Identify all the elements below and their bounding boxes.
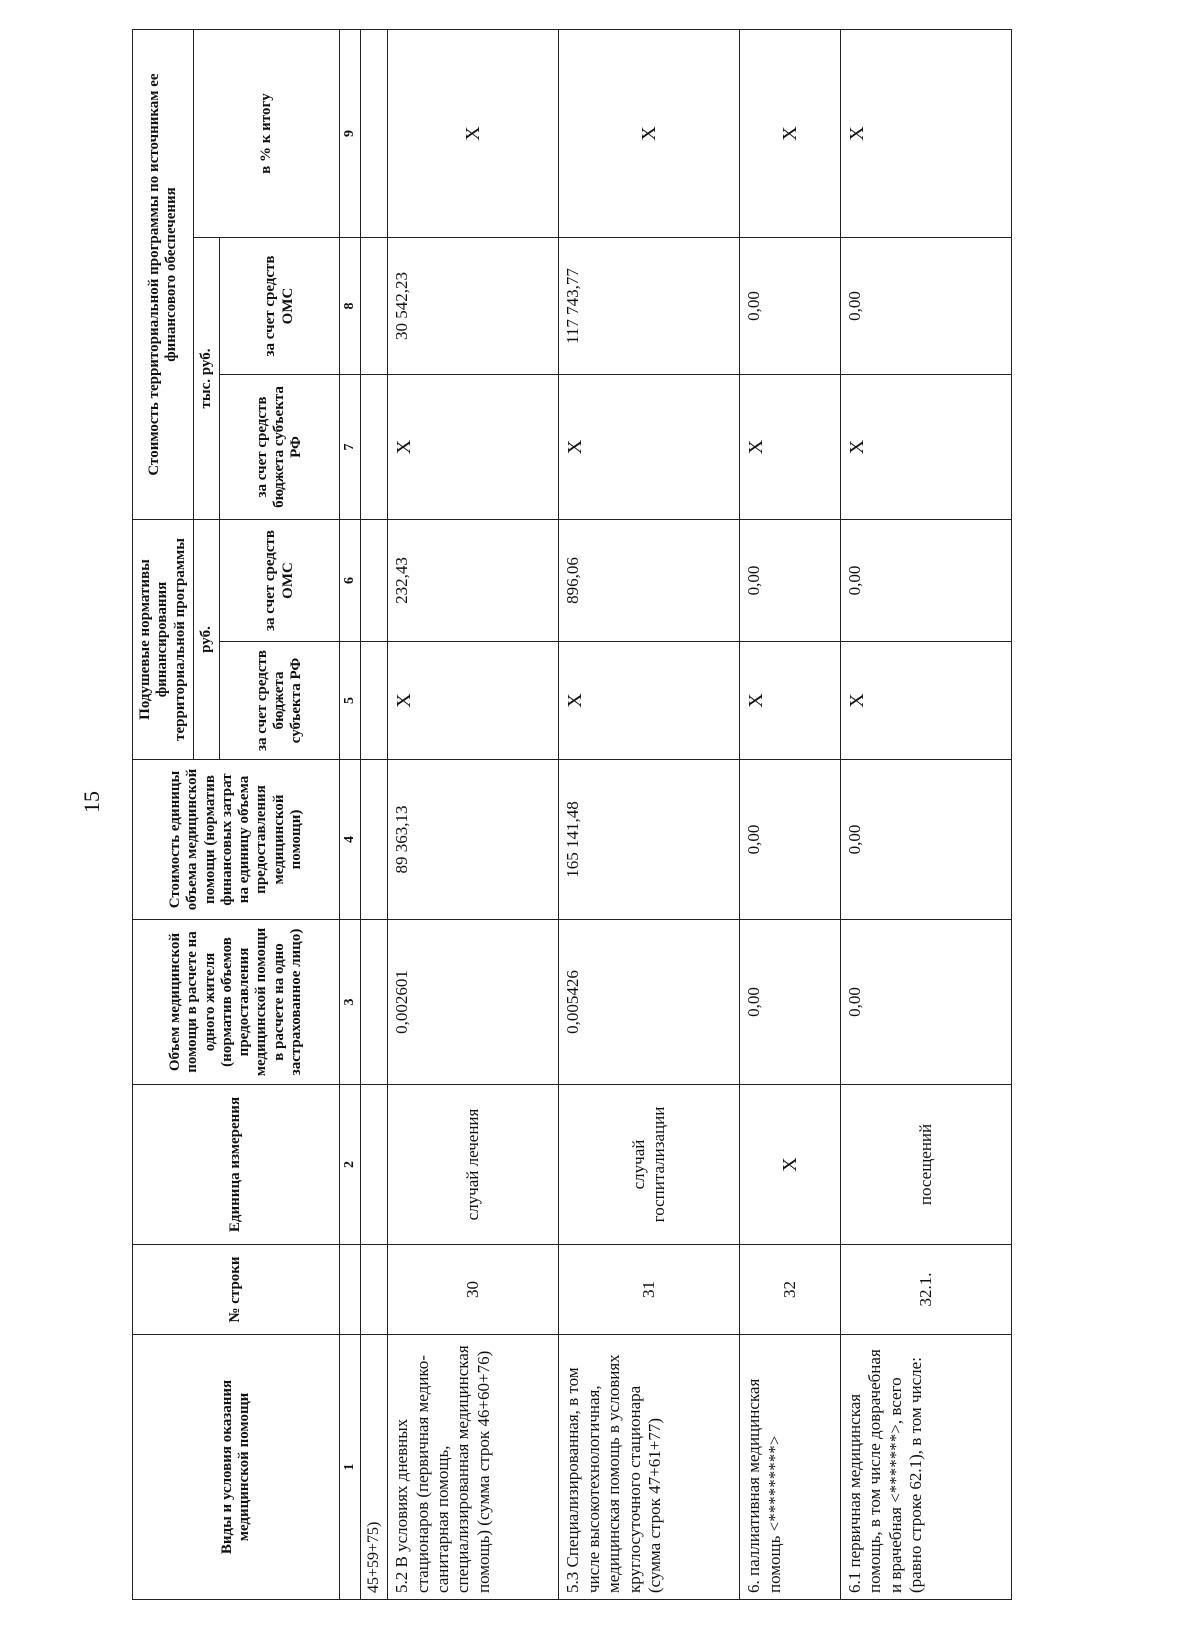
- row-cost-budget: X: [740, 375, 840, 520]
- row-name: 5.3 Специализированная, в том числе высокотехнологичная, медицинская помощь в условиях круглосуточного стационара (сумма строк 47+61+77): [559, 1335, 740, 1600]
- row-pc-budget: X: [740, 642, 840, 760]
- row-pc-oms: 896,06: [559, 520, 740, 642]
- row-unit: случай госпитализации: [559, 1085, 740, 1245]
- header-pc-budget: за счет средств бюджета субъекта РФ: [220, 642, 340, 760]
- row-unit: X: [740, 1085, 840, 1245]
- row-cost-oms: 30 542,23: [388, 238, 559, 375]
- table-row: [559, 30, 740, 1600]
- table-row: [740, 30, 840, 1600]
- header-unit-thousand-rub: тыс. руб.: [193, 238, 219, 520]
- row-unit-cost: 0,00: [740, 760, 840, 920]
- column-number: 2: [340, 1085, 361, 1245]
- column-number: 4: [340, 760, 361, 920]
- row-percent: X: [559, 30, 740, 238]
- row-volume: 0,00: [840, 920, 1011, 1085]
- header-per-capita-group: Подушевые нормативы финансирования территориальной программы: [133, 520, 194, 760]
- row-volume: 0,005426: [559, 920, 740, 1085]
- row-unit: случай лечения: [388, 1085, 559, 1245]
- row-volume: 0,00: [740, 920, 840, 1085]
- column-number: 1: [340, 1335, 361, 1600]
- header-cost-budget: за счет средств бюджета субъекта РФ: [220, 375, 340, 520]
- row-pc-oms: 0,00: [840, 520, 1011, 642]
- row-pc-budget: X: [559, 642, 740, 760]
- header-kinds: Виды и условия оказания медицинской помощи: [133, 1335, 340, 1600]
- row-line-no: 32.1.: [840, 1245, 1011, 1335]
- row-percent: X: [740, 30, 840, 238]
- header-line-no: № строки: [133, 1245, 340, 1335]
- row-unit-cost: 89 363,13: [388, 760, 559, 920]
- row-pc-oms: 0,00: [740, 520, 840, 642]
- row-cost-oms: 0,00: [740, 238, 840, 375]
- page-number: 15: [79, 791, 104, 813]
- row-line-no: 30: [388, 1245, 559, 1335]
- row-percent: X: [388, 30, 559, 238]
- row-unit: посещений: [840, 1085, 1011, 1245]
- row-volume: 0,002601: [388, 920, 559, 1085]
- row-line-no: 32: [740, 1245, 840, 1335]
- row-unit-cost: 165 141,48: [559, 760, 740, 920]
- row-pc-budget: X: [388, 642, 559, 760]
- header-percent: в % к итогу: [193, 30, 339, 238]
- table-row-continuation: [361, 30, 388, 1600]
- row-percent: X: [840, 30, 1011, 238]
- row-name: 5.2 В условиях дневных стационаров (первичная медико-санитарная помощь, специализированная медицинская помощь) (сумма строк 46+60+76): [388, 1335, 559, 1600]
- row-cost-budget: X: [559, 375, 740, 520]
- row-line-no: 31: [559, 1245, 740, 1335]
- continuation-text: 45+59+75): [361, 1335, 388, 1600]
- row-unit-cost: 0,00: [840, 760, 1011, 920]
- header-unit-cost: Стоимость единицы объема медицинской помощи (норматив финансовых затрат на единицу объема предоставления медицинской помощи): [133, 760, 340, 920]
- row-cost-budget: X: [840, 375, 1011, 520]
- row-pc-budget: X: [840, 642, 1011, 760]
- row-pc-oms: 232,43: [388, 520, 559, 642]
- header-cost-group: Стоимость территориальной программы по источникам ее финансового обеспечения: [133, 30, 194, 520]
- column-number: 6: [340, 520, 361, 642]
- column-number-row: [340, 30, 361, 1600]
- row-name: 6.1 первичная медицинская помощь, в том числе доврачебная и врачебная <*******>, всего (равно строке 62.1), в том числе:: [840, 1335, 1011, 1600]
- row-cost-oms: 117 743,77: [559, 238, 740, 375]
- row-cost-budget: X: [388, 375, 559, 520]
- table-row: [840, 30, 1011, 1600]
- row-cost-oms: 0,00: [840, 238, 1011, 375]
- header-volume: Объем медицинской помощи в расчете на одного жителя (норматив объемов предоставления медицинской помощи в расчете на одно застрахованное лицо): [133, 920, 340, 1085]
- column-number: 3: [340, 920, 361, 1085]
- column-number: 8: [340, 238, 361, 375]
- column-number: 5: [340, 642, 361, 760]
- row-name: 6. паллиативная медицинская помощь <*********>: [740, 1335, 840, 1600]
- header-cost-oms: за счет средств ОМС: [220, 238, 340, 375]
- header-unit-rub: руб.: [193, 520, 219, 760]
- table-row: [388, 30, 559, 1600]
- rotated-table-sheet: [132, 30, 1012, 1600]
- column-number: 9: [340, 30, 361, 238]
- header-pc-oms: за счет средств ОМС: [220, 520, 340, 642]
- column-number: 7: [340, 375, 361, 520]
- header-unit: Единица измерения: [133, 1085, 340, 1245]
- data-table: [132, 29, 1012, 1600]
